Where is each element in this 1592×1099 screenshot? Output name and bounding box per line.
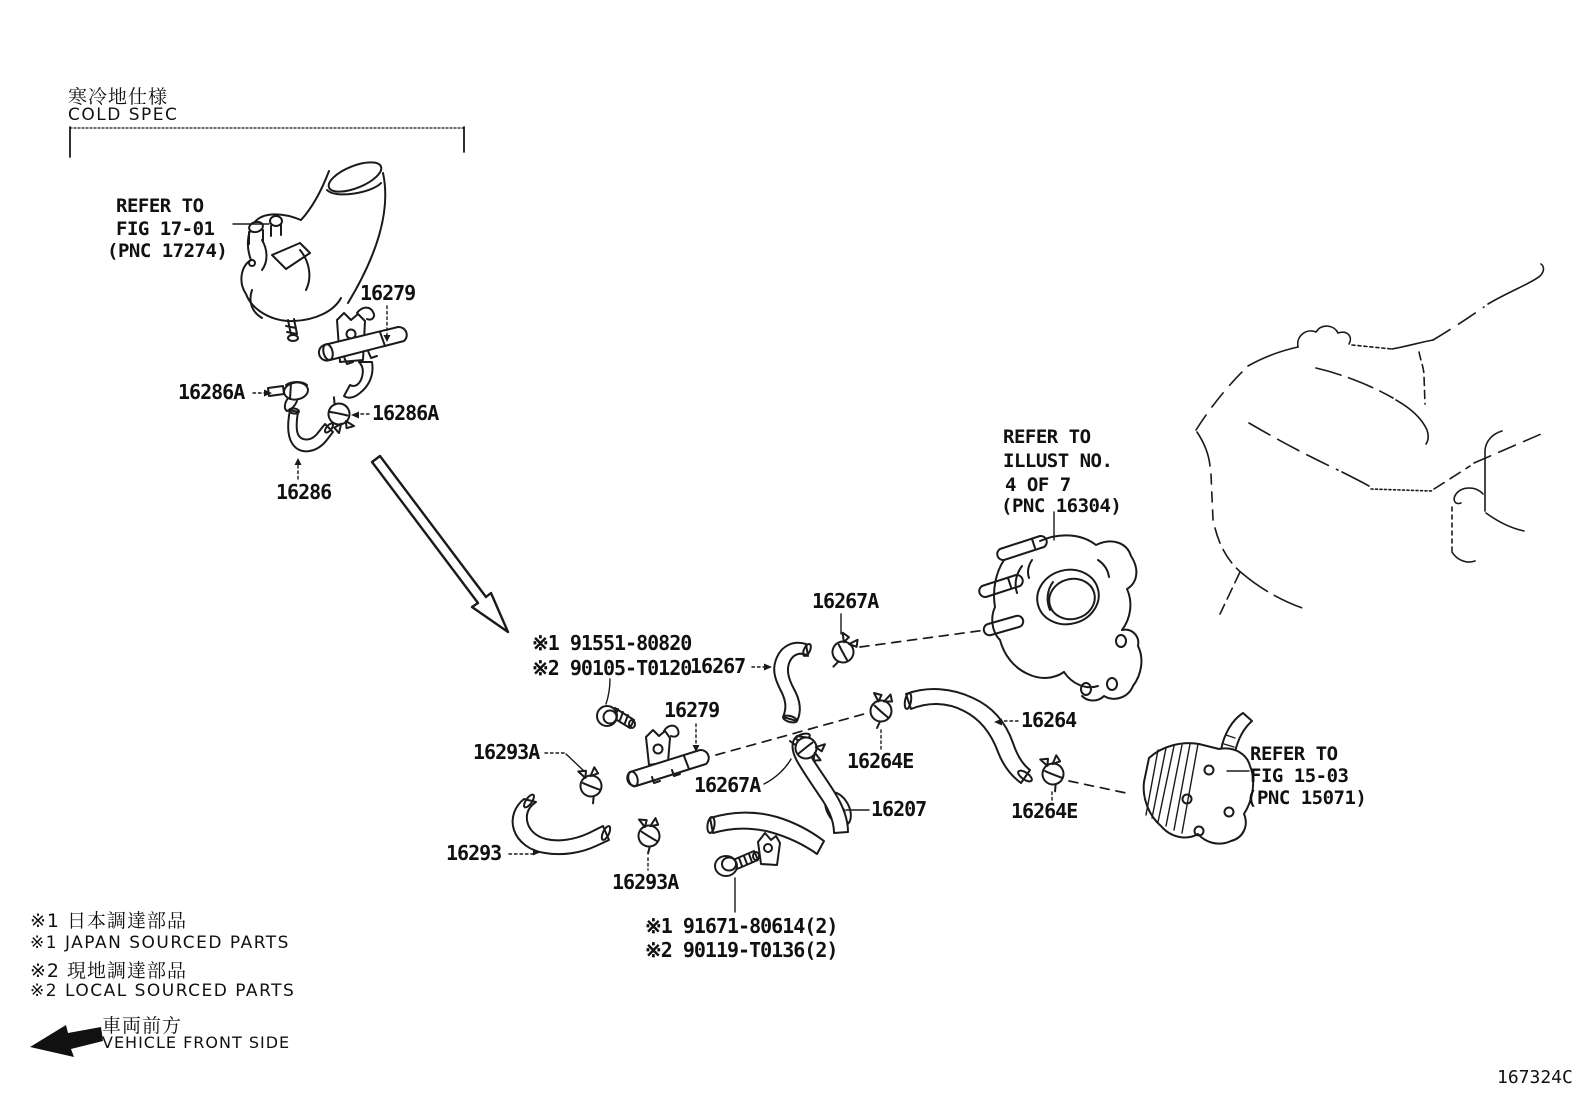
front-direction-arrow: [30, 1025, 103, 1057]
ref-illust-line1: REFER TO: [1003, 426, 1091, 448]
hose-16293: [513, 793, 612, 854]
hose-16267: [774, 643, 812, 724]
water-pump-16304: [979, 535, 1141, 700]
vehicle-front-label-jp: 車両前方: [102, 1015, 183, 1037]
ref-illust-line2: ILLUST NO.: [1003, 450, 1113, 472]
vehicle-front-label-en: VEHICLE FRONT SIDE: [102, 1033, 291, 1052]
figure-code: 167324C: [1497, 1067, 1573, 1088]
note-local-sourced-en: ※2 LOCAL SOURCED PARTS: [30, 981, 296, 1001]
part-label-16279-mid[interactable]: 16279: [664, 698, 720, 722]
part-label-16279-top[interactable]: 16279: [360, 281, 416, 305]
part-label-16286a-right[interactable]: 16286A: [372, 401, 439, 425]
part-label-16293[interactable]: 16293: [446, 841, 502, 865]
flow-arrow: [372, 456, 508, 632]
clamp-16264e-left: [871, 693, 893, 728]
bolt-91551: [597, 706, 635, 728]
part-label-91671[interactable]: ※1 91671-80614(2): [645, 914, 838, 938]
part-label-16286a-left[interactable]: 16286A: [178, 380, 245, 404]
part-label-16286[interactable]: 16286: [276, 480, 332, 504]
part-16279-top: [319, 308, 407, 398]
note-japan-sourced-jp: ※1 日本調達部品: [30, 910, 188, 932]
clamp-16293a-top: [575, 765, 607, 805]
ref-illust-line4: (PNC 16304): [1001, 495, 1122, 517]
cold-spec-label-jp: 寒冷地仕様: [68, 86, 169, 108]
part-label-16264e-right[interactable]: 16264E: [1011, 799, 1078, 823]
clamp-16293a-bottom: [636, 816, 663, 854]
part-label-16267[interactable]: 16267: [690, 654, 746, 678]
part-label-16267a-top[interactable]: 16267A: [812, 589, 879, 613]
clamp-16264e-right: [1037, 753, 1069, 793]
oil-cooler-15071: [1144, 713, 1253, 844]
note-japan-sourced-en: ※1 JAPAN SOURCED PARTS: [30, 933, 290, 953]
part-label-16293a-bottom[interactable]: 16293A: [612, 870, 679, 894]
ref-fig17-line3: (PNC 17274): [107, 240, 228, 262]
label-leaders: [233, 224, 1249, 912]
clamp-16286a-left: [268, 381, 309, 411]
part-label-16264[interactable]: 16264: [1021, 708, 1077, 732]
clamp-16267a-top: [827, 631, 859, 671]
ref-fig15-line2: FIG 15-03: [1250, 765, 1349, 787]
part-label-16267a-bottom[interactable]: 16267A: [694, 773, 761, 797]
part-label-16293a-top[interactable]: 16293A: [473, 740, 540, 764]
part-label-90105[interactable]: ※2 90105-T0120: [532, 656, 692, 680]
hose-16264: [904, 689, 1034, 783]
ref-fig15-line1: REFER TO: [1250, 743, 1338, 765]
part-label-90119[interactable]: ※2 90119-T0136(2): [645, 938, 838, 962]
engine-outline-sketch: [1196, 264, 1548, 614]
part-label-16207[interactable]: 16207: [871, 797, 927, 821]
ref-fig15-line3: (PNC 15071): [1246, 787, 1367, 809]
bracket-16207: [758, 833, 780, 865]
cold-spec-label-en: COLD SPEC: [68, 105, 179, 125]
ref-fig17-line1: REFER TO: [116, 195, 204, 217]
part-label-91551[interactable]: ※1 91551-80820: [532, 631, 692, 655]
hose-16286: [288, 408, 334, 451]
part-label-16264e-left[interactable]: 16264E: [847, 749, 914, 773]
ref-illust-line3: 4 OF 7: [1005, 474, 1071, 496]
ref-fig17-line2: FIG 17-01: [116, 218, 215, 240]
bolt-91671: [715, 851, 759, 876]
note-local-sourced-jp: ※2 現地調達部品: [30, 960, 188, 982]
part-air-hose-fig17: [241, 156, 385, 341]
cold-spec-bracket: [70, 127, 465, 157]
